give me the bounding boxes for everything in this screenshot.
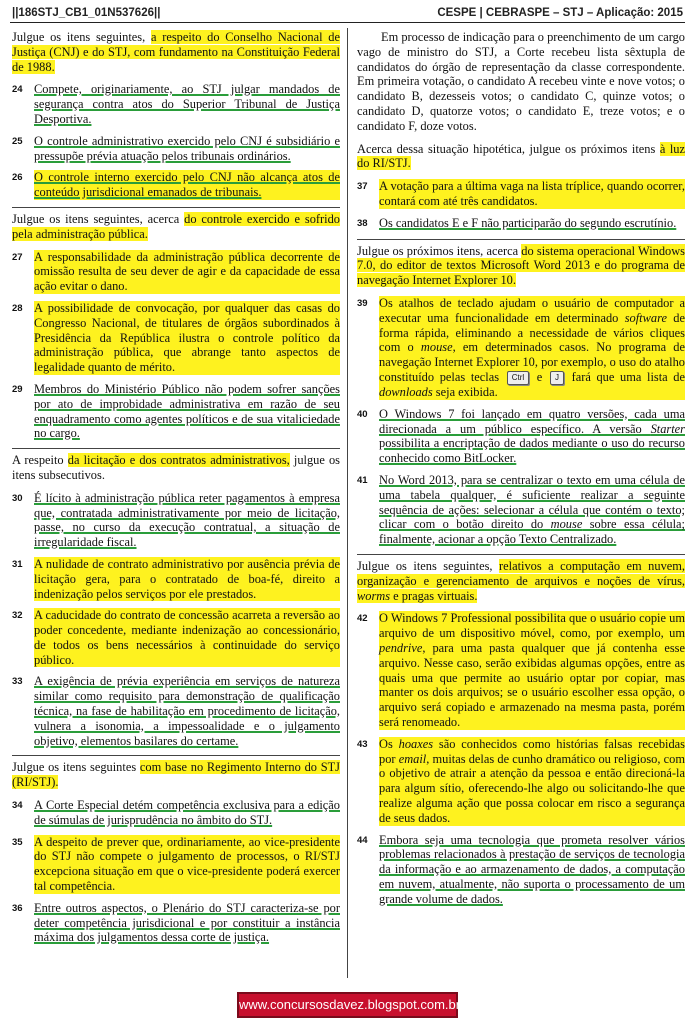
- question-38: 38 Os candidatos E e F não participarão do segundo escrutínio.: [357, 215, 677, 230]
- question-31: 31 A nulidade de contrato administrativo por ausência prévia de licitação gera, para o contratado de boa-fé, direito a indenização pelos serviços por ele prestados.: [12, 556, 340, 601]
- exam-source: CESPE | CEBRASPE – STJ – Aplicação: 2015: [437, 7, 683, 19]
- question-30: 30 É lícito à administração pública reter pagamentos à empresa que, contratada administrativamente por meio de licitação, passe, no curso da execução contratual, a situação de irregularidade fiscal.: [12, 490, 340, 550]
- exam-code: ||186STJ_CB1_01N537626||: [12, 7, 161, 19]
- question-36: 36 Entre outros aspectos, o Plenário do STJ caracteriza-se por deter competência jurisdicional e por constituir a instância máxima dos julgamentos dessa corte de justiça.: [12, 900, 340, 945]
- question-32: 32 A caducidade do contrato de concessão acarreta a reversão ao poder concedente, mediante indenização ao concessionário, de todos os bens necessários à continuidade do serviço público.: [12, 608, 340, 667]
- question-27: 27 A responsabilidade da administração pública decorrente de omissão resulta de seu dever de agir e da capacidade de essa ação evitar o dano.: [12, 249, 340, 294]
- section-intro-licitacao: A respeito da licitação e dos contratos administrativos, julgue os itens subsecutivos.: [12, 448, 340, 483]
- question-26: 26 O controle interno exercido pelo CNJ não alcança atos de conteúdo jurisdicional emanados de tribunais.: [12, 170, 340, 200]
- ctrl-key-icon: Ctrl: [507, 371, 529, 385]
- scenario-paragraph: Em processo de indicação para o preenchimento de um cargo vago de ministro do STJ, a Corte recebeu lista sêxtupla de candidatos do órgão de representação da classe correspondente. Em primeira votação, o candidato A recebeu vinte e nove votos; o candidato B, dezesseis votos; o candidato C, quinze votos; o candidato D, quatorze votos; o candidato E, treze votos; e o candidato F, doze votos.: [357, 30, 685, 133]
- question-34: 34 A Corte Especial detém competência exclusiva para a edição de súmulas de jurisprudência no âmbito do STJ.: [12, 798, 340, 827]
- page-header: [10, 4, 685, 23]
- question-42: 42 O Windows 7 Professional possibilita que o usuário copie um arquivo de um dispositivo móvel, como, por exemplo, um pendrive, para uma pasta qualquer que já contenha esse arquivo. Nesse caso, serão exibidas algumas opções, entre as quais uma que permite ao usuário optar por copiar, mas manter os dois arquivos; se o usuário escolher essa opção, o arquivo será copiado e armazenado na mesma pasta, porém será renomeado.: [357, 611, 685, 730]
- section-intro-ri-stj: Julgue os itens seguintes com base no Regimento Interno do STJ (RI/STJ).: [12, 755, 340, 790]
- column-divider: [347, 28, 348, 978]
- question-29: 29 Membros do Ministério Público não podem sofrer sanções por ato de improbidade administrativa em razão de seu enquadramento como agentes políticos e de sua vitaliciedade no cargo.: [12, 381, 340, 441]
- footer-url-banner[interactable]: www.concursosdavez.blogspot.com.br: [237, 992, 458, 1018]
- question-24: 24 Compete, originariamente, ao STJ julgar mandados de segurança contra atos do Superior Tribunal de Justiça Desportiva.: [12, 82, 340, 126]
- section-intro-nuvem: Julgue os itens seguintes, relativos a computação em nuvem, organização e gerenciamento de arquivos e noções de vírus, worms e pragas virtuais.: [357, 554, 685, 603]
- question-43: 43 Os hoaxes são conhecidos como histórias falsas recebidas por email, muitas delas de cunho dramático ou religioso, com o objetivo de atrair a atenção da pessoa e então direcioná-la para algum sítio, oferecendo-lhe algo ou solicitando-lhe que realize alguma ação que possa colocar em risco a segurança de seus dados.: [357, 736, 685, 825]
- question-28: 28 A possibilidade de convocação, por qualquer das casas do Congresso Nacional, de titulares de órgãos subordinados à Presidência da República ilustra o controle político da administração pública, que abrange tanto aspectos de legalidade quanto de mérito.: [12, 300, 340, 375]
- section-intro-cnj: Julgue os itens seguintes, a respeito do Conselho Nacional de Justiça (CNJ) e do STJ, com fundamento na Constituição Federal de 1988.: [12, 30, 340, 74]
- question-37: 37 A votação para a última vaga na lista tríplice, quando ocorrer, contará com até três candidatos.: [357, 179, 685, 208]
- section-intro-informatica: Julgue os próximos itens, acerca do sistema operacional Windows 7.0, do editor de textos Microsoft Word 2013 e do programa de navegação Internet Explorer 10.: [357, 239, 685, 288]
- question-33: 33 A exigência de prévia experiência em serviços de natureza similar como requisito para demonstração de qualificação técnica, na fase de habilitação em procedimento de licitação, vulnera a isonomia, a impessoalidade e o julgamento objetivo, elementos basilares do certame.: [12, 674, 340, 748]
- right-column: [357, 30, 685, 914]
- question-40: 40 O Windows 7 foi lançado em quatro versões, cada uma direcionada a um público específico. A versão Starter possibilita a encriptação de dados mediante o uso do recurso conhecido como BitLocker.: [357, 406, 685, 466]
- section-intro-votacao: Acerca dessa situação hipotética, julgue os próximos itens à luz do RI/STJ.: [357, 141, 685, 171]
- question-39: 39 Os atalhos de teclado ajudam o usuário de computador a executar uma funcionalidade em determinado software de forma rápida, eliminando a necessidade de vários cliques com o mouse, em determinados casos. No programa de navegação Internet Explorer 10, por exemplo, o uso do atalho constituído pelas teclas Ctrl e J fará que uma lista de downloads seja exibida.: [357, 295, 685, 400]
- question-44: 44 Embora seja uma tecnologia que prometa resolver vários problemas relacionados à prestação de serviços de tecnologia da informação e ao armazenamento de dados, a computação em nuvem, atualmente, não suporta o processamento de um grande volume de dados.: [357, 832, 685, 906]
- left-column: [12, 30, 340, 952]
- question-35: 35 A despeito de prever que, ordinariamente, ao vice-presidente do STJ não compete o julgamento de processos, o RI/STJ excepciona situação em que o vice-presidente poderá exercer tal competência.: [12, 834, 340, 894]
- j-key-icon: J: [550, 371, 564, 385]
- question-25: 25 O controle administrativo exercido pelo CNJ é subsidiário e pressupõe prévia atuação pelos tribunais ordinários.: [12, 133, 340, 163]
- question-41: 41 No Word 2013, para se centralizar o texto em uma célula de uma tabela qualquer, é suficiente realizar a seguinte sequência de ações: selecionar a célula que contém o texto; clicar com o botão direito do mouse sobre essa célula; finalmente, acionar a opção Texto Centralizado.: [357, 473, 686, 547]
- section-intro-controle: Julgue os itens seguintes, acerca do controle exercido e sofrido pela administração pública.: [12, 207, 340, 242]
